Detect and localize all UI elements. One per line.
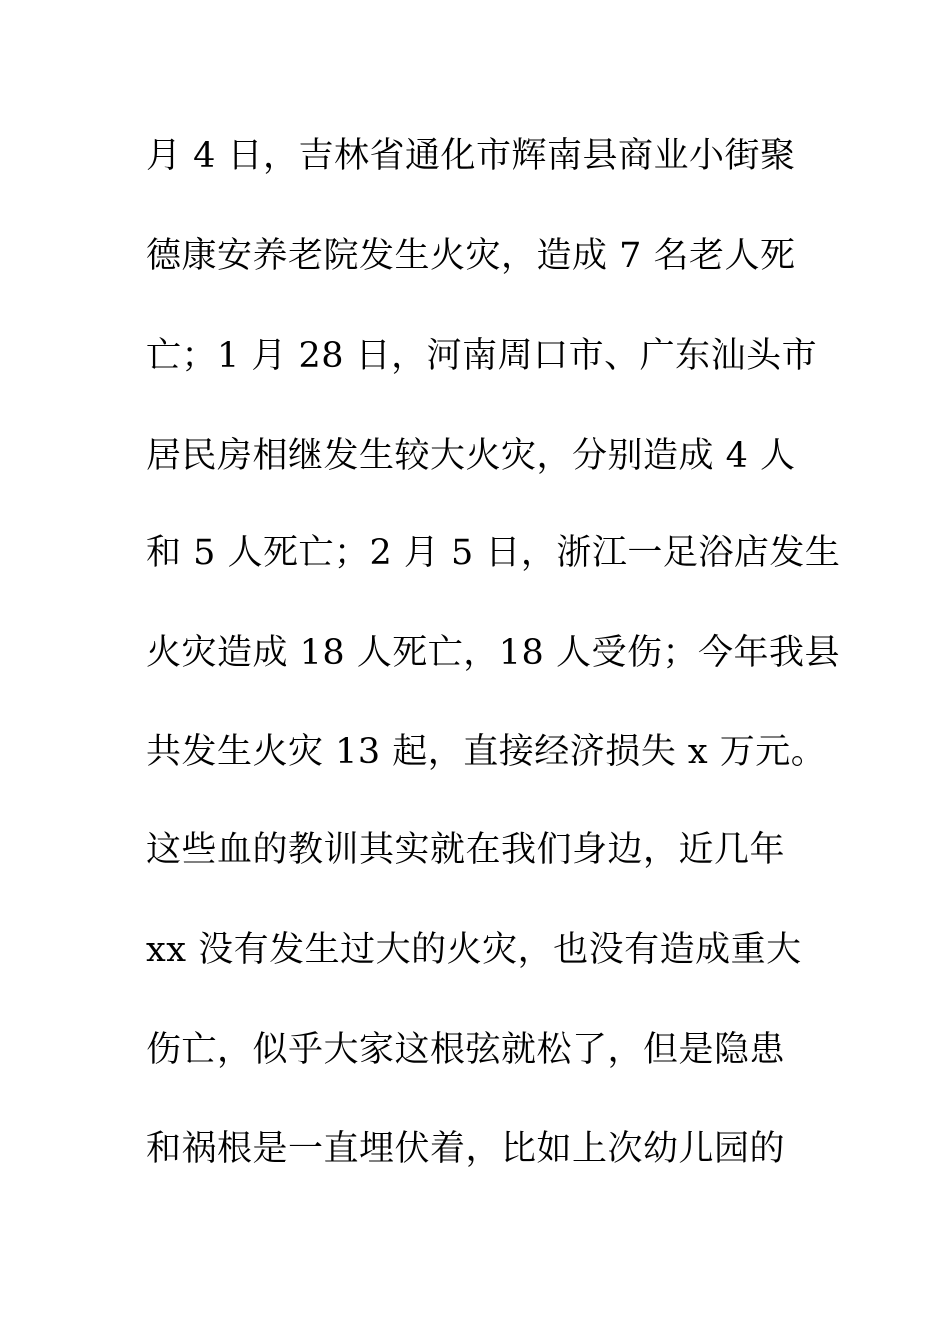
text-line: 德康安养老院发生火灾，造成 7 名老人死: [146, 236, 796, 276]
text-line: 伤亡，似乎大家这根弦就松了，但是隐患: [146, 1030, 786, 1070]
text-line: 和 5 人死亡；2 月 5 日，浙江一足浴店发生: [146, 533, 841, 573]
text-line: 居民房相继发生较大火灾，分别造成 4 人: [146, 436, 796, 476]
text-line: xx 没有发生过大的火灾，也没有造成重大: [146, 930, 802, 970]
text-line: 火灾造成 18 人死亡，18 人受伤；今年我县: [146, 633, 840, 673]
text-line: 这些血的教训其实就在我们身边，近几年: [146, 830, 786, 870]
text-line: 亡；1 月 28 日，河南周口市、广东汕头市: [146, 336, 818, 376]
text-line: 共发生火灾 13 起，直接经济损失 x 万元。: [146, 732, 827, 772]
text-line: 月 4 日，吉林省通化市辉南县商业小街聚: [146, 136, 796, 176]
text-line: 和祸根是一直埋伏着，比如上次幼儿园的: [146, 1129, 786, 1169]
